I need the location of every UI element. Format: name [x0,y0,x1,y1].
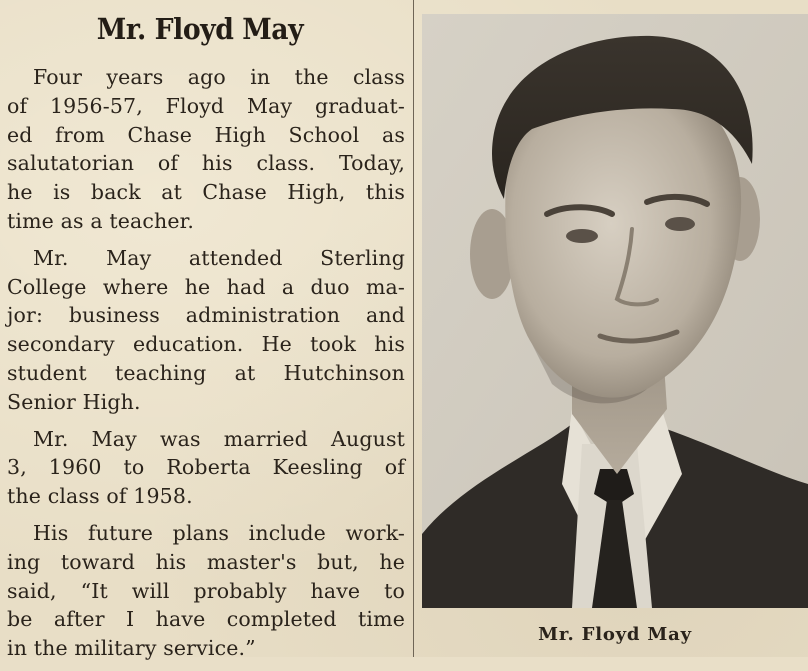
photo-caption: Mr. Floyd May [538,624,692,645]
text-line: in the military service.” [7,636,256,661]
text-line: College where he had a duo ma- [7,274,405,299]
text-line: ed from Chase High School as [7,122,405,147]
text-line: student teaching at Hutchinson [7,360,405,385]
text-line: be after I have completed time [7,607,405,632]
paragraph-1 [7,63,405,236]
text-line: ing toward his master's but, he [7,549,405,574]
text-line: Mr. May attended Sterling [33,245,405,270]
text-line: of 1956-57, Floyd May graduat- [7,93,405,118]
text-line: said, “It will probably have to [7,578,405,603]
portrait-photo [422,14,808,608]
paragraph-3 [7,425,405,511]
article-body [7,63,405,671]
portrait-illustration [422,14,808,608]
text-line: he is back at Chase High, this [7,180,405,205]
text-line: the class of 1958. [7,484,193,509]
text-line: 3, 1960 to Roberta Keesling of [7,455,405,480]
column-divider [413,0,414,657]
text-line: salutatorian of his class. Today, [7,151,405,176]
article-headline: Mr. Floyd May [96,12,304,46]
paragraph-4 [7,519,405,663]
text-line: Senior High. [7,389,141,414]
text-line: time as a teacher. [7,208,195,233]
text-line: jor: business administration and [7,303,405,328]
paragraph-2 [7,244,405,417]
text-line: Mr. May was married August [33,426,405,451]
text-line: secondary education. He took his [7,332,405,357]
text-line: Four years ago in the class [33,65,405,89]
text-line: His future plans include work- [33,520,405,545]
